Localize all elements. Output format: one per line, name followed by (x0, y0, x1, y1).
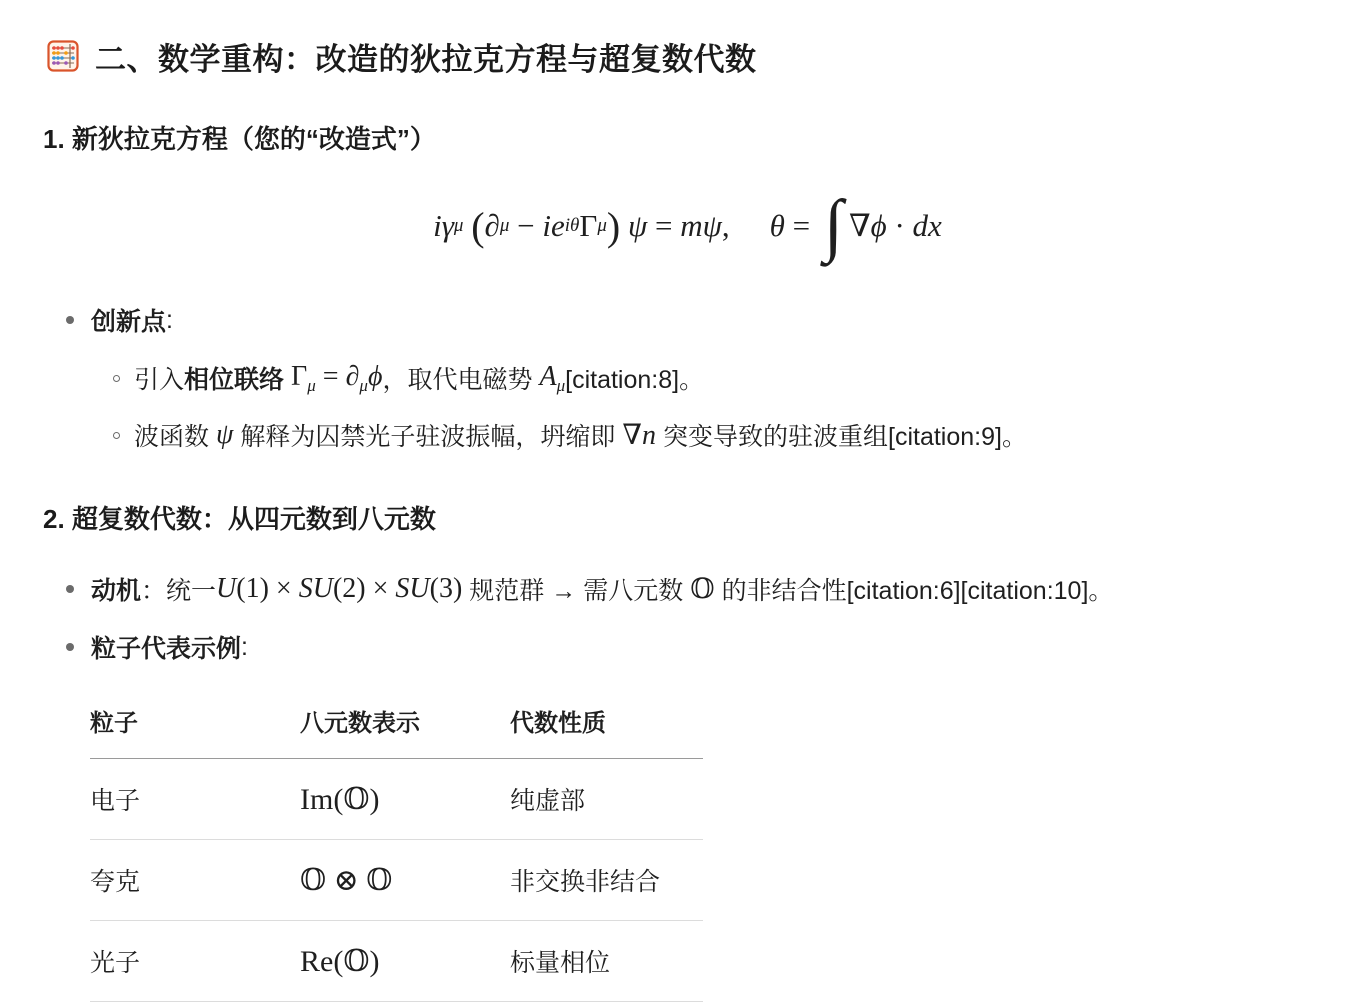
inline-math-gamma: $\Gamma_\mu = \partial_\mu\phi$ (291, 360, 383, 395)
table-header: 代数性质 (510, 682, 703, 759)
table-cell: 纯虚部 (510, 759, 703, 840)
table-cell: 标量相位 (510, 921, 703, 1002)
table-cell: Re(𝕆) (300, 921, 510, 1002)
bullet-motivation (66, 571, 1113, 607)
inline-math-gauge-group: U(1) × SU(2) × SU(3) (216, 573, 463, 604)
subsection-title-1: 1. 新狄拉克方程（您的“改造式”） (43, 124, 436, 154)
table-row (90, 921, 703, 1002)
bullet-disc (66, 585, 74, 593)
bullet-disc (66, 643, 74, 651)
particle-table (90, 682, 703, 1002)
motivation-suffix: 的非结合性[citation:6][citation:10]。 (721, 577, 1114, 605)
inline-math-octonion: 𝕆 (690, 574, 715, 605)
subbullet-phase-connection (113, 360, 704, 396)
table-cell: 夸克 (90, 840, 300, 921)
table-cell: 光子 (90, 921, 300, 1002)
bullet-circle (113, 375, 120, 382)
table-cell: 非交换非结合 (510, 840, 703, 921)
section-title: 二、数学重构：改造的狄拉克方程与超复数代数 (95, 41, 757, 77)
table-header-row (90, 682, 703, 759)
item-prefix: 波函数 (134, 423, 210, 451)
section-heading (47, 36, 757, 76)
table-cell: Im(𝕆) (300, 759, 510, 840)
abacus-icon (47, 40, 79, 72)
bullet-colon: : (166, 305, 173, 334)
bullet-label: 动机 (91, 577, 142, 605)
motivation-prefix: ：统一 (141, 577, 217, 605)
table-cell: 𝕆 ⊗ 𝕆 (300, 840, 510, 921)
table-cell: 电子 (90, 759, 300, 840)
motivation-mid: 规范群 → 需八元数 (469, 577, 684, 605)
bullet-disc (66, 316, 74, 324)
bullet-circle (113, 432, 120, 439)
table-row (90, 840, 703, 921)
bullet-examples (66, 629, 248, 665)
table-header: 八元数表示 (300, 682, 510, 759)
subbullet-wavefunction (113, 417, 1027, 453)
inline-math-a: $A_\mu$ (532, 360, 566, 395)
dirac-equation: i γ μ ( ∂ μ − ie iθ Γ μ ) ψ = mψ , θ = ∫ ∇ ϕ · d x⃗ (433, 187, 966, 264)
bullet-label: 粒子代表示例 (91, 635, 242, 663)
inline-math-nabla-n: ∇n (622, 420, 663, 451)
item-citation: [citation:9]。 (888, 423, 1027, 451)
inline-math-psi: ψ (209, 419, 241, 450)
item-prefix: 引入 (134, 366, 185, 394)
item-suffix: 突变导致的驻波重组 (662, 423, 888, 451)
bullet-innovation (66, 302, 173, 338)
item-citation: [citation:8]。 (565, 366, 705, 394)
item-suffix: ，取代电磁势 (382, 366, 533, 394)
item-mid: 解释为囚禁光子驻波振幅，坍缩即 (240, 423, 616, 451)
bullet-label: 创新点 (91, 308, 167, 336)
bullet-colon: : (241, 632, 248, 661)
subsection-title-2: 2. 超复数代数：从四元数到八元数 (43, 504, 436, 534)
table-row (90, 759, 703, 840)
item-bold: 相位联络 (184, 366, 285, 394)
table-header: 粒子 (90, 682, 300, 759)
